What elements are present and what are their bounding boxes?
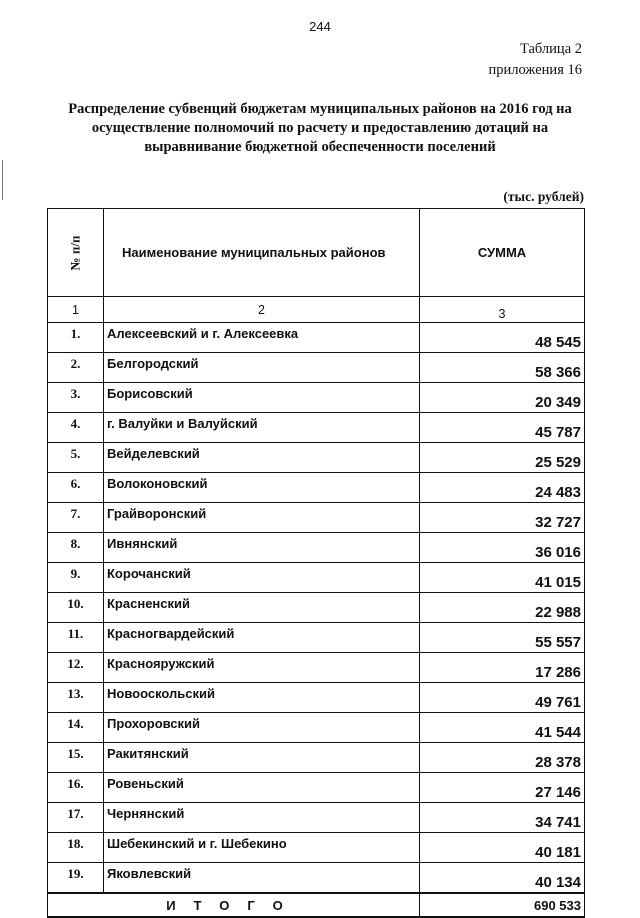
- header-name: Наименование муниципальных районов: [104, 209, 420, 297]
- row-sum: 45 787: [420, 413, 585, 443]
- row-sum: 41 015: [420, 563, 585, 593]
- row-number: 17.: [48, 803, 104, 833]
- district-name: Грайворонский: [104, 503, 420, 533]
- table-row: [48, 593, 585, 623]
- column-number-row: [48, 297, 585, 323]
- district-name: Шебекинский и г. Шебекино: [104, 833, 420, 863]
- row-number: 16.: [48, 773, 104, 803]
- district-name: Красногвардейский: [104, 623, 420, 653]
- row-number: 8.: [48, 533, 104, 563]
- row-sum: 34 741: [420, 803, 585, 833]
- table-row: [48, 563, 585, 593]
- district-name: г. Валуйки и Валуйский: [104, 413, 420, 443]
- row-number: 10.: [48, 593, 104, 623]
- district-name: Красненский: [104, 593, 420, 623]
- header-num: № п/п: [67, 235, 83, 270]
- table-row: [48, 803, 585, 833]
- subventions-table: [47, 208, 585, 918]
- column-number: 1: [48, 297, 104, 323]
- row-number: 6.: [48, 473, 104, 503]
- district-name: Ивнянский: [104, 533, 420, 563]
- table-row: [48, 623, 585, 653]
- column-number: 3: [420, 297, 585, 323]
- row-number: 15.: [48, 743, 104, 773]
- district-name: Новооскольский: [104, 683, 420, 713]
- table-row: [48, 473, 585, 503]
- table-caption-line2: приложения 16: [488, 62, 582, 78]
- row-sum: 58 366: [420, 353, 585, 383]
- row-number: 11.: [48, 623, 104, 653]
- margin-mark: [2, 160, 3, 200]
- table-row: [48, 443, 585, 473]
- header-sum: СУММА: [420, 209, 585, 297]
- table-row: [48, 323, 585, 353]
- row-sum: 24 483: [420, 473, 585, 503]
- district-name: Волоконовский: [104, 473, 420, 503]
- row-sum: 27 146: [420, 773, 585, 803]
- table-row: [48, 383, 585, 413]
- district-name: Краснояружский: [104, 653, 420, 683]
- total-row: [48, 893, 585, 917]
- district-name: Корочанский: [104, 563, 420, 593]
- district-name: Борисовский: [104, 383, 420, 413]
- header-num-cell: [48, 209, 104, 297]
- header-row: [48, 209, 585, 297]
- row-number: 19.: [48, 863, 104, 894]
- row-number: 18.: [48, 833, 104, 863]
- district-name: Чернянский: [104, 803, 420, 833]
- district-name: Белгородский: [104, 353, 420, 383]
- row-sum: 41 544: [420, 713, 585, 743]
- row-sum: 49 761: [420, 683, 585, 713]
- district-name: Алексеевский и г. Алексеевка: [104, 323, 420, 353]
- table-row: [48, 653, 585, 683]
- table-row: [48, 353, 585, 383]
- row-number: 2.: [48, 353, 104, 383]
- district-name: Прохоровский: [104, 713, 420, 743]
- table-row: [48, 743, 585, 773]
- table-row: [48, 503, 585, 533]
- units-label: (тыс. рублей): [503, 189, 584, 204]
- table-row: [48, 773, 585, 803]
- row-number: 3.: [48, 383, 104, 413]
- row-sum: 22 988: [420, 593, 585, 623]
- row-sum: 17 286: [420, 653, 585, 683]
- row-sum: 32 727: [420, 503, 585, 533]
- row-number: 1.: [48, 323, 104, 353]
- row-number: 7.: [48, 503, 104, 533]
- row-sum: 48 545: [420, 323, 585, 353]
- row-sum: 55 557: [420, 623, 585, 653]
- row-number: 12.: [48, 653, 104, 683]
- page-number: 244: [309, 19, 331, 34]
- title-line1: Распределение субвенций бюджетам муниципальных районов на 2016 год на: [68, 101, 572, 117]
- total-label: ИТОГО: [48, 893, 420, 917]
- district-name: Вейделевский: [104, 443, 420, 473]
- district-name: Ракитянский: [104, 743, 420, 773]
- row-sum: 28 378: [420, 743, 585, 773]
- row-sum: 25 529: [420, 443, 585, 473]
- row-sum: 36 016: [420, 533, 585, 563]
- row-sum: 20 349: [420, 383, 585, 413]
- table-row: [48, 833, 585, 863]
- table-row: [48, 713, 585, 743]
- table-row: [48, 533, 585, 563]
- title-line3: выравнивание бюджетной обеспеченности поселений: [144, 139, 496, 155]
- district-name: Ровеньский: [104, 773, 420, 803]
- table-row: [48, 413, 585, 443]
- table-row: [48, 683, 585, 713]
- row-sum: 40 134: [420, 863, 585, 894]
- row-sum: 40 181: [420, 833, 585, 863]
- title-line2: осуществление полномочий по расчету и предоставлению дотаций на: [91, 120, 549, 136]
- row-number: 13.: [48, 683, 104, 713]
- table-row: [48, 863, 585, 894]
- district-name: Яковлевский: [104, 863, 420, 894]
- column-number: 2: [104, 297, 420, 323]
- row-number: 9.: [48, 563, 104, 593]
- row-number: 14.: [48, 713, 104, 743]
- total-sum: 690 533: [420, 893, 585, 917]
- document-title: [40, 100, 600, 157]
- table-caption-line1: Таблица 2: [519, 41, 582, 57]
- row-number: 5.: [48, 443, 104, 473]
- row-number: 4.: [48, 413, 104, 443]
